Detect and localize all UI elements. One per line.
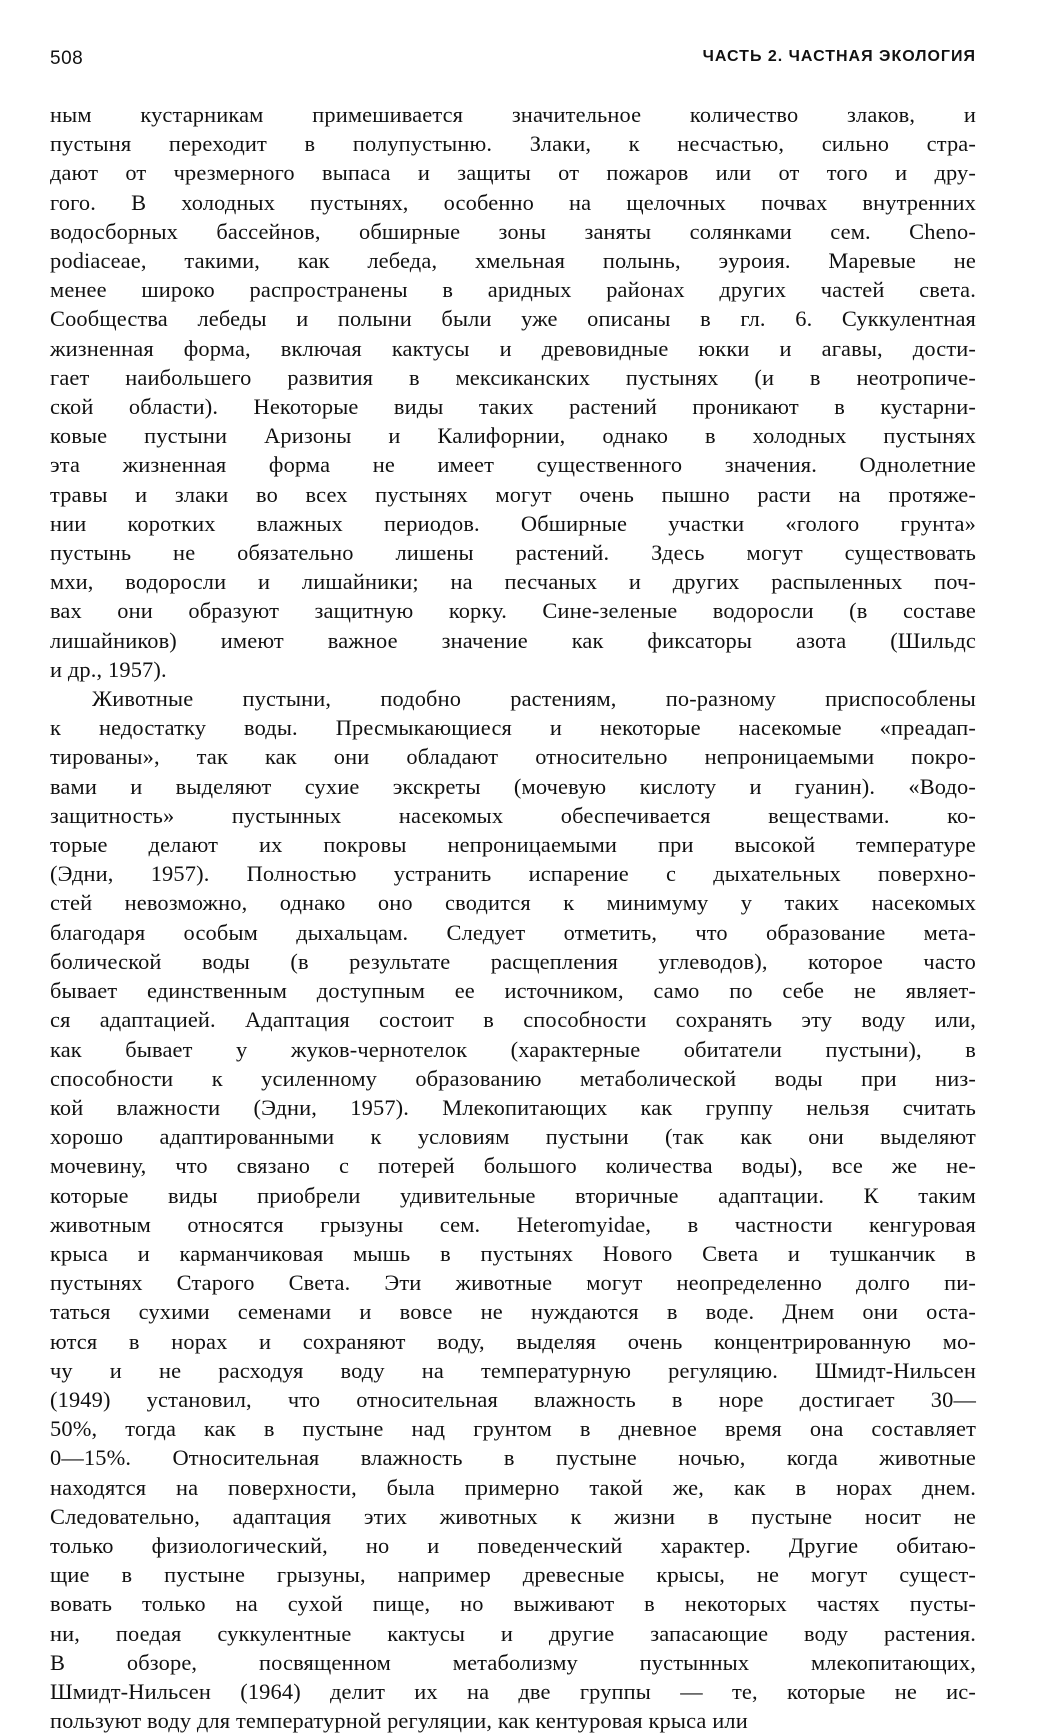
text-line: 0—15%. Относительная влажность в пустыне ночью, когда животные: [50, 1445, 976, 1471]
text-line: дают от чрезмерного выпаса и защиты от пожаров или от того и дру-: [50, 160, 976, 186]
text-line: таться сухими семенами и вовсе не нуждаются в воде. Днем они оста-: [50, 1299, 976, 1325]
text-line: которые виды приобрели удивительные вторичные адаптации. К таким: [50, 1182, 976, 1208]
text-line: Шмидт-Нильсен (1964) делит их на две группы — те, которые не ис-: [50, 1678, 976, 1704]
text-line: пользуют воду для температурной регуляции, как кентуровая крыса или: [50, 1708, 748, 1734]
text-line: защитность» пустынных насекомых обеспечивается веществами. ко-: [50, 802, 976, 828]
text-line: Сообщества лебеды и полыни были уже описаны в гл. 6. Суккулентная: [50, 306, 976, 332]
text-line: травы и злаки во всех пустынях могут очень пышно расти на протяже-: [50, 481, 976, 507]
text-line: вах они образуют защитную корку. Сине-зеленые водоросли (в составе: [50, 598, 976, 624]
text-line: ся адаптацией. Адаптация состоит в способности сохранять эту воду или,: [50, 1007, 976, 1033]
page-number: 508: [50, 48, 84, 69]
text-line: Животные пустыни, подобно растениям, по-разному приспособлены: [92, 686, 976, 712]
text-line: ются в норах и сохраняют воду, выделяя очень концентрированную мо-: [50, 1328, 976, 1354]
text-line: болической воды (в результате расщепления углеводов), которое часто: [50, 948, 976, 974]
text-line: ным кустарникам примешивается значительное количество злаков, и: [50, 102, 976, 127]
text-line: 50%, тогда как в пустыне над грунтом в дневное время она составляет: [50, 1416, 976, 1442]
text-line: лишайников) имеют важное значение как фиксаторы азота (Шильдс: [50, 627, 976, 653]
text-line: только физиологический, но и поведенческий характер. Другие обитаю-: [50, 1532, 976, 1558]
text-line: гает наибольшего развития в мексиканских пустынях (и в неотропиче-: [50, 364, 976, 390]
text-line: щие в пустыне грызуны, например древесные крысы, не могут сущест-: [50, 1562, 976, 1588]
text-line: podiaceae, такими, как лебеда, хмельная полынь, эуроия. Маревые не: [50, 248, 976, 274]
text-line: кой влажности (Эдни, 1957). Млекопитающих как группу нельзя считать: [50, 1094, 976, 1120]
text-line: пустынь не обязательно лишены растений. Здесь могут существовать: [50, 540, 976, 566]
text-line: пустынях Старого Света. Эти животные могут неопределенно долго пи-: [50, 1270, 976, 1296]
text-line: вовать только на сухой пище, но выживают в некоторых частях пусты-: [50, 1591, 976, 1617]
text-line: (1949) установил, что относительная влажность в норе достигает 30—: [50, 1386, 976, 1412]
text-line: тированы», так как они обладают относительно непроницаемыми покро-: [50, 744, 976, 770]
text-line: бывает единственным доступным ее источником, само по себе не являет-: [50, 978, 976, 1004]
text-line: находятся на поверхности, была примерно такой же, как в норах днем.: [50, 1474, 976, 1500]
text-line: ни, поедая суккулентные кактусы и другие запасающие воду растения.: [50, 1620, 976, 1646]
text-line: и др., 1957).: [50, 656, 167, 682]
text-line: как бывает у жуков-чернотелок (характерные обитатели пустыни), в: [50, 1036, 976, 1062]
text-line: менее широко распространены в аридных районах других частей света.: [50, 277, 976, 303]
text-line: животным относятся грызуны сем. Heteromyidae, в частности кенгуровая: [50, 1211, 976, 1237]
text-line: жизненная форма, включая кактусы и древовидные юкки и агавы, дости-: [50, 335, 976, 361]
running-title: ЧАСТЬ 2. ЧАСТНАЯ ЭКОЛОГИЯ: [702, 48, 976, 65]
text-line: эта жизненная форма не имеет существенного значения. Однолетние: [50, 452, 976, 478]
text-line: мочевину, что связано с потерей большого количества воды), все же не-: [50, 1153, 976, 1179]
text-line: водосборных бассейнов, обширные зоны заняты солянками сем. Cheno-: [50, 218, 976, 244]
paragraph: [50, 100, 976, 684]
text-line: (Эдни, 1957). Полностью устранить испарение с дыхательных поверхно-: [50, 861, 976, 887]
text-line: нии коротких влажных периодов. Обширные участки «голого грунта»: [50, 510, 976, 536]
text-line: пустыня переходит в полупустыню. Злаки, к несчастью, сильно стра-: [50, 131, 976, 157]
page-header: [50, 48, 976, 78]
text-line: ской области). Некоторые виды таких растений проникают в кустарни-: [50, 394, 976, 420]
text-line: вами и выделяют сухие экскреты (мочевую кислоту и гуанин). «Водо-: [50, 773, 976, 799]
text-line: стей невозможно, однако оно сводится к минимуму у таких насекомых: [50, 890, 976, 916]
text-line: В обзоре, посвященном метаболизму пустынных млекопитающих,: [50, 1649, 976, 1675]
text-line: крыса и карманчиковая мышь в пустынях Нового Света и тушканчик в: [50, 1240, 976, 1266]
text-line: к недостатку воды. Пресмыкающиеся и некоторые насекомые «преадап-: [50, 715, 976, 741]
text-line: мхи, водоросли и лишайники; на песчаных и других распыленных поч-: [50, 569, 976, 595]
text-line: хорошо адаптированными к условиям пустыни (так как они выделяют: [50, 1124, 976, 1150]
paragraph: [50, 684, 976, 1735]
body-text: [50, 100, 976, 1735]
text-line: гого. В холодных пустынях, особенно на щелочных почвах внутренних: [50, 189, 976, 215]
text-line: способности к усиленному образованию метаболической воды при низ-: [50, 1065, 976, 1091]
text-line: Следовательно, адаптация этих животных к жизни в пустыне носит не: [50, 1503, 976, 1529]
text-line: торые делают их покровы непроницаемыми при высокой температуре: [50, 832, 976, 858]
text-line: благодаря особым дыхальцам. Следует отметить, что образование мета-: [50, 919, 976, 945]
text-line: чу и не расходуя воду на температурную регуляцию. Шмидт-Нильсен: [50, 1357, 976, 1383]
text-line: ковые пустыни Аризоны и Калифорнии, однако в холодных пустынях: [50, 423, 976, 449]
